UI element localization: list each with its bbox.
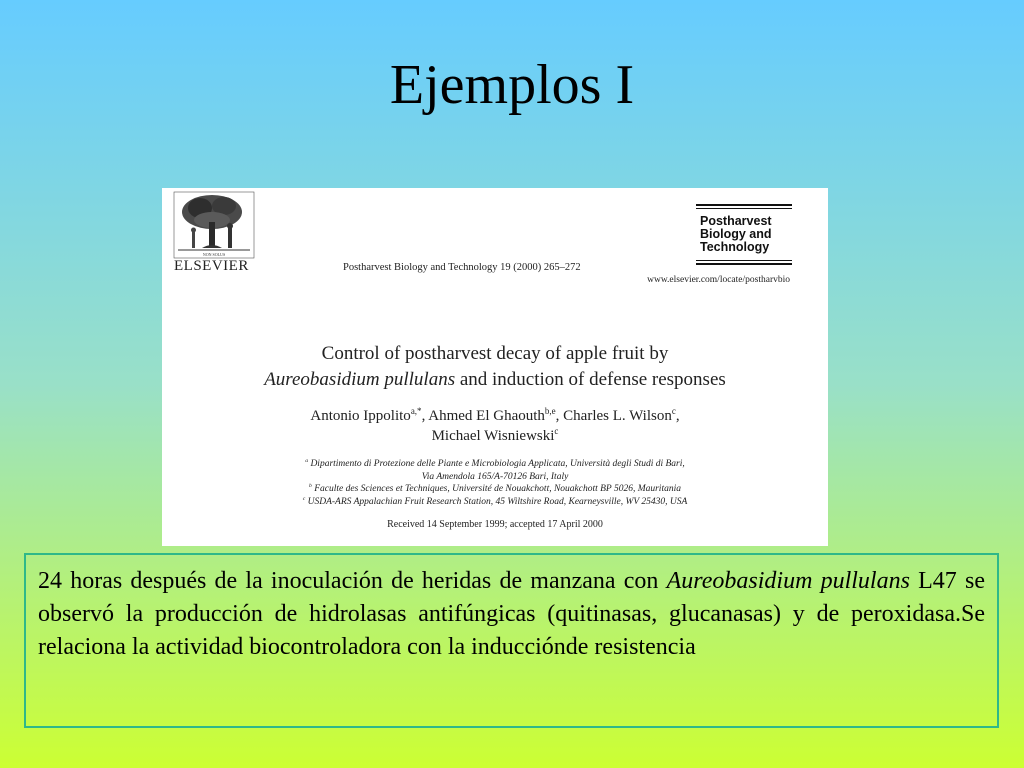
author-affiliation-mark: c xyxy=(671,406,676,416)
author-affiliation-mark: c xyxy=(554,426,559,436)
affiliation-text: USDA-ARS Appalachian Fruit Research Station, 45 Wiltshire Road, Kearneysville, WV 25430, USA xyxy=(307,496,688,507)
svg-text:NON SOLUS: NON SOLUS xyxy=(202,252,226,257)
journal-logo-rule-bottom xyxy=(696,263,792,265)
author-separator: , xyxy=(555,408,564,424)
affiliation-text: Dipartimento di Protezione delle Piante e Microbiologia Applicata, Università degli Studi di Bari, xyxy=(310,459,685,469)
author-name: Charles L. Wilson xyxy=(563,408,672,424)
affiliation-line xyxy=(162,496,828,509)
publisher-name: ELSEVIER xyxy=(174,258,249,274)
paper-title-line1: Control of postharvest decay of apple fruit by xyxy=(321,343,669,364)
summary-text-part1: 24 horas después de la inoculación de heridas de manzana con xyxy=(38,568,667,594)
journal-logo-rule-top-thin xyxy=(696,208,792,209)
journal-logo-text xyxy=(700,215,792,254)
paper-affiliations xyxy=(162,458,828,508)
author-name: Ahmed El Ghaouth xyxy=(428,408,545,424)
author-separator: , xyxy=(421,408,429,424)
summary-textbox xyxy=(24,553,999,728)
journal-logo-line: Postharvest xyxy=(700,214,772,228)
journal-logo-rule-top xyxy=(696,204,792,206)
author-name: Michael Wisniewski xyxy=(431,428,555,444)
paper-title-species: Aureobasidium pullulans xyxy=(264,369,456,390)
paper-title-line2-rest: and induction of defense responses xyxy=(455,369,726,390)
paper-title-line2 xyxy=(162,367,828,393)
paper-title xyxy=(162,341,828,393)
journal-logo-line: Technology xyxy=(700,240,770,254)
authors-line2 xyxy=(162,426,828,446)
author-separator: , xyxy=(675,408,680,424)
summary-species-name: Aureobasidium pullulans xyxy=(666,568,910,594)
affiliation-line xyxy=(162,483,828,496)
paper-header-image xyxy=(162,188,828,546)
affiliation-text: Via Amendola 165/A-70126 Bari, Italy xyxy=(421,471,569,482)
author-affiliation-mark: a,* xyxy=(410,406,422,416)
journal-citation: Postharvest Biology and Technology 19 (2000) 265–272 xyxy=(343,262,581,273)
journal-url: www.elsevier.com/locate/postharvbio xyxy=(647,275,790,285)
affiliation-mark: a xyxy=(305,457,309,464)
authors-line1 xyxy=(162,406,828,426)
affiliation-text: Faculte des Sciences et Techniques, Université de Nouakchott, Nouakchott BP 5026, Mauritania xyxy=(314,484,681,494)
journal-logo xyxy=(696,204,792,267)
slide-title: Ejemplos I xyxy=(389,54,635,116)
affiliation-line xyxy=(162,458,828,471)
paper-authors xyxy=(162,406,828,446)
journal-logo-rule-bottom-thin xyxy=(696,260,792,261)
elsevier-tree-logo xyxy=(172,190,256,260)
journal-logo-line: Biology and xyxy=(700,227,772,241)
affiliation-line xyxy=(162,471,828,484)
author-affiliation-mark: b,e xyxy=(544,406,556,416)
affiliation-mark: b xyxy=(309,482,312,489)
paper-dates: Received 14 September 1999; accepted 17 April 2000 xyxy=(387,519,603,530)
author-name: Antonio Ippolito xyxy=(310,408,411,424)
summary-text-part2: L47 se observó la producción de hidrolasas antifúngicas (quitinasas, glucanasas) y de peroxidasa.Se relaciona la actividad biocontroladora con la inducciónde resistencia xyxy=(38,568,985,660)
affiliation-mark: c xyxy=(302,495,306,502)
